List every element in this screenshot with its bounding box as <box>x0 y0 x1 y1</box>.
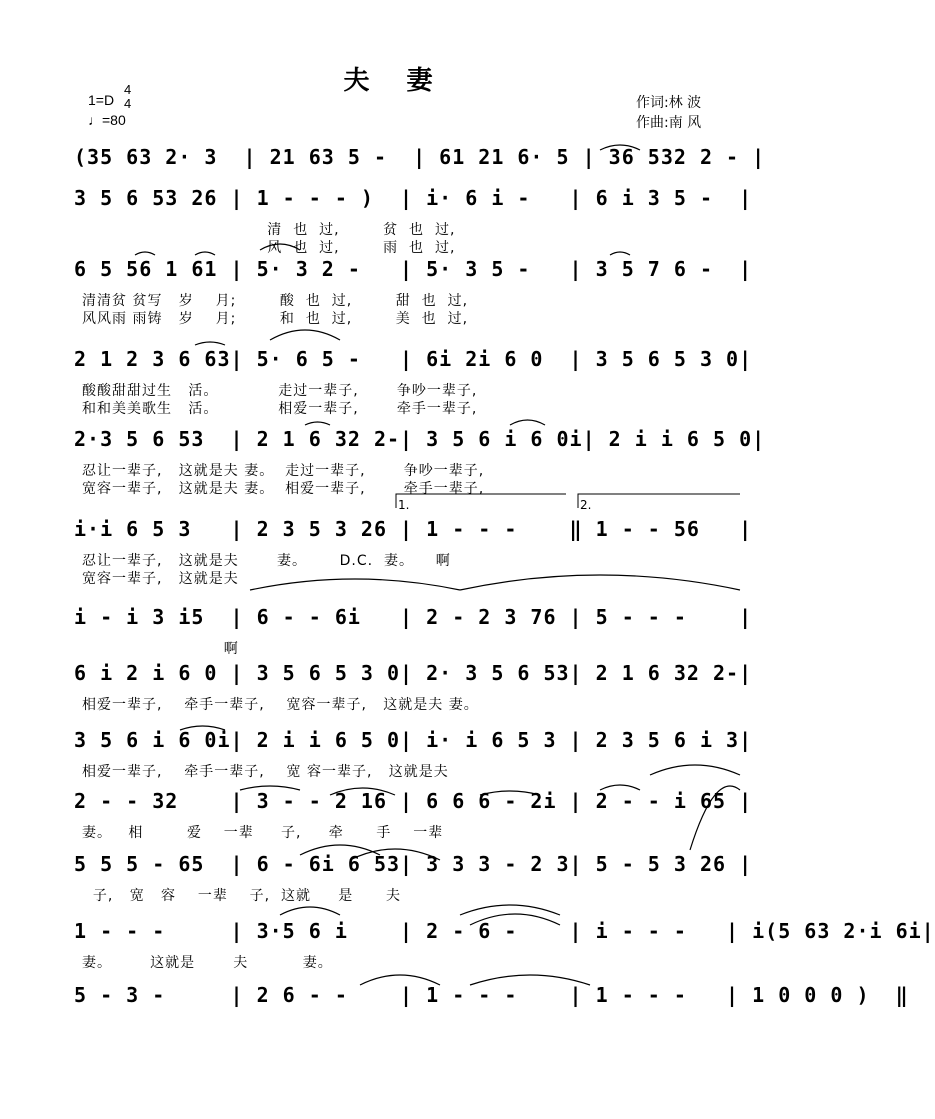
first-ending-marker: 1. <box>398 498 410 512</box>
lyric-line: 相爱一辈子, 牵手一辈子, 宽 容一辈子, 这就是夫 <box>82 764 449 780</box>
slur-mark <box>460 575 740 590</box>
slur-mark <box>250 579 460 590</box>
notation-line: 5 5 5 - 65 | 6 - 6i 6 53| 3 3 3 - 2 3| 5 - 5 3 26 | <box>74 852 753 876</box>
lyric-line: 忍让一辈子, 这就是夫 妻。 走过一辈子, 争吵一辈子, <box>82 463 485 479</box>
slur-mark <box>135 252 155 255</box>
slur-mark <box>240 786 300 790</box>
lyric-line: 妻。 相 爱 一辈 子, 牵 手 一辈 <box>82 825 444 841</box>
volta-bracket <box>578 494 740 508</box>
slur-mark <box>350 849 440 860</box>
slur-mark <box>650 765 740 775</box>
lyric-line: 风风雨 雨铸 岁 月; 和 也 过, 美 也 过, <box>82 311 469 327</box>
notation-line: 5 - 3 - | 2 6 - - | 1 - - - | 1 - - - | 1 0 0 0 ) ‖ <box>74 983 909 1007</box>
lyric-line: 忍让一辈子, 这就是夫 妻。 D.C. 妻。 啊 <box>82 553 451 569</box>
volta-bracket <box>396 494 566 508</box>
notation-line: i - i 3 i5 | 6 - - 6i | 2 - 2 3 76 | 5 - - - | <box>74 605 753 629</box>
time-signature-bottom: 4 <box>124 96 132 111</box>
slur-mark <box>470 914 560 925</box>
lyric-line: 相爱一辈子, 牵手一辈子, 宽容一辈子, 这就是夫 妻。 <box>82 697 479 713</box>
key-signature: 1=D <box>88 92 115 108</box>
notation-line: 2 1 2 3 6 63| 5· 6 5 - | 6i 2i 6 0 | 3 5 6 5 3 0| <box>74 347 753 371</box>
tempo-marking: ♩=80 <box>88 112 126 128</box>
notation-line: 3 5 6 i 6 0i| 2 i i 6 5 0| i· i 6 5 3 | 2 3 5 6 i 3| <box>74 728 753 752</box>
song-title: 夫 妻 <box>343 66 447 96</box>
slur-mark <box>510 420 545 425</box>
lyric-line: 风 也 过, 雨 也 过, <box>82 240 456 256</box>
slur-mark <box>480 791 540 795</box>
lyric-line: 宽容一辈子, 这就是夫 妻。 相爱一辈子, 牵手一辈子, <box>82 481 485 497</box>
slur-mark <box>305 422 330 425</box>
slur-mark <box>195 342 225 345</box>
second-ending-marker: 2. <box>580 498 592 512</box>
slur-mark <box>180 726 225 730</box>
notation-line: (35 63 2· 3 | 21 63 5 - | 61 21 6· 5 | 36 532 2 - | <box>74 145 766 169</box>
slur-mark <box>470 975 590 985</box>
slur-mark <box>260 244 300 250</box>
slur-mark <box>360 975 440 985</box>
lyricist-credit: 作词:林 波 <box>636 95 702 111</box>
slur-mark <box>600 145 640 150</box>
notation-line: 1 - - - | 3·5 6 i | 2 - 6 - | i - - - | i(5 63 2·i 6i| <box>74 919 935 943</box>
slur-mark <box>270 330 340 340</box>
slur-mark <box>330 788 395 795</box>
time-signature-top: 4 <box>124 82 132 97</box>
slur-mark <box>690 786 740 850</box>
notation-line: 6 i 2 i 6 0 | 3 5 6 5 3 0| 2· 3 5 6 53| 2 1 6 32 2-| <box>74 661 753 685</box>
notation-line: 3 5 6 53 26 | 1 - - - ) | i· 6 i - | 6 i 3 5 - | <box>74 186 753 210</box>
notation-line: 6 5 56 1 61 | 5· 3 2 - | 5· 3 5 - | 3 5 7 6 - | <box>74 257 753 281</box>
slur-mark <box>610 252 630 255</box>
lyric-line: 子, 宽 容 一辈 子, 这就 是 夫 <box>82 888 401 904</box>
composer-credit: 作曲:南 风 <box>636 115 702 131</box>
lyric-line: 清 也 过, 贫 也 过, <box>82 222 456 238</box>
lyric-line: 酸酸甜甜过生 活。 走过一辈子, 争吵一辈子, <box>82 383 478 399</box>
lyric-line: 啊 <box>82 641 239 657</box>
notation-line: 2 - - 32 | 3 - - 2 16 | 6 6 6 - 2i | 2 - - i 65 | <box>74 789 753 813</box>
lyric-line: 宽容一辈子, 这就是夫 <box>82 571 239 587</box>
notation-line: i·i 6 5 3 | 2 3 5 3 26 | 1 - - - ‖ 1 - - 56 | <box>74 517 753 541</box>
slur-mark <box>195 252 215 255</box>
lyric-line: 妻。 这就是 夫 妻。 <box>82 955 333 971</box>
slur-mark <box>460 905 560 915</box>
slur-mark <box>280 907 340 915</box>
notation-line: 2·3 5 6 53 | 2 1 6 32 2-| 3 5 6 i 6 0i| 2 i i 6 5 0| <box>74 427 766 451</box>
lyric-line: 和和美美歌生 活。 相爱一辈子, 牵手一辈子, <box>82 401 478 417</box>
slur-mark <box>600 785 640 790</box>
lyric-line: 清清贫 贫写 岁 月; 酸 也 过, 甜 也 过, <box>82 293 469 309</box>
